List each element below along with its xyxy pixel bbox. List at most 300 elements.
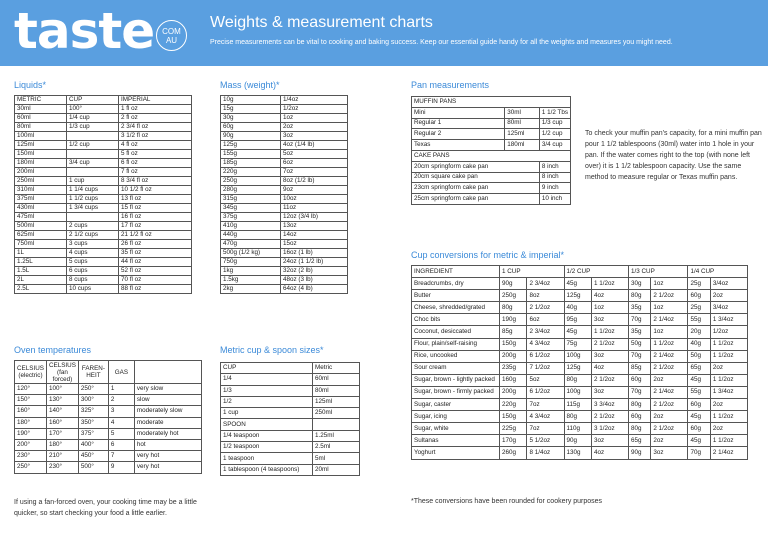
table-cell: 45g bbox=[688, 435, 710, 447]
table-row bbox=[412, 399, 748, 411]
table-row bbox=[221, 285, 348, 294]
table-cell: SPOON bbox=[221, 419, 313, 430]
table-cell: 17 fl oz bbox=[119, 222, 192, 231]
table-cell: 1 3/4 cups bbox=[67, 204, 119, 213]
table-cell: 6oz bbox=[281, 159, 348, 168]
table-cell: 8 1/4oz bbox=[527, 447, 564, 459]
table-cell: CUP bbox=[221, 363, 313, 374]
table-row bbox=[412, 374, 748, 386]
table-cell: 4oz bbox=[591, 290, 628, 302]
table-cell: 16oz (1 lb) bbox=[281, 249, 348, 258]
table-cell: 1 3/4oz bbox=[710, 386, 747, 398]
cake-pans-header: CAKE PANS bbox=[412, 150, 571, 161]
table-cell: 65g bbox=[688, 362, 710, 374]
table-cell: 80g bbox=[564, 374, 591, 386]
table-cell: 2 1/2oz bbox=[651, 290, 688, 302]
table-cell: 1.5L bbox=[15, 267, 67, 276]
table-cell: Flour, plain/self-raising bbox=[412, 338, 500, 350]
table-cell: 35g bbox=[629, 302, 651, 314]
table-cell: 8oz (1/2 lb) bbox=[281, 177, 348, 186]
table-cell: 410g bbox=[221, 222, 281, 231]
table-cell: 3oz bbox=[591, 314, 628, 326]
table-cell: 150ml bbox=[15, 150, 67, 159]
column-header: IMPERIAL bbox=[119, 96, 192, 105]
table-cell: 125g bbox=[564, 290, 591, 302]
table-cell: 2 1/4oz bbox=[651, 350, 688, 362]
table-row bbox=[221, 204, 348, 213]
muffin-note: To check your muffin pan's capacity, for a mini muffin pan pour 1 1/2 tablespoons (30ml) water into 1 hole in your pan. If the water comes right to the top (with none left over) it is 1 1/2 tablespoon capacity. Use the same method to measure regular or Texas muffin pans. bbox=[585, 130, 762, 181]
table-cell: 60g bbox=[688, 423, 710, 435]
table-cell: 25cm springform cake pan bbox=[412, 194, 540, 205]
table-cell: Sugar, brown - lightly packed bbox=[412, 374, 500, 386]
table-row bbox=[221, 442, 360, 453]
table-cell: 1/2 cup bbox=[539, 129, 570, 140]
table-cell: 4 cups bbox=[67, 249, 119, 258]
table-cell: 150g bbox=[500, 411, 527, 423]
table-cell: 90g bbox=[500, 278, 527, 290]
table-cell: 440g bbox=[221, 231, 281, 240]
table-row bbox=[221, 222, 348, 231]
pan-table bbox=[411, 96, 571, 205]
table-cell: 2 1/4oz bbox=[651, 386, 688, 398]
table-cell: 35g bbox=[629, 326, 651, 338]
table-cell: 75g bbox=[564, 338, 591, 350]
table-row bbox=[221, 213, 348, 222]
table-row bbox=[412, 423, 748, 435]
table-cell: 1/2oz bbox=[710, 326, 747, 338]
table-cell: 2 fl oz bbox=[119, 114, 192, 123]
table-cell: 100° bbox=[67, 105, 119, 114]
table-header-row bbox=[412, 266, 748, 278]
table-cell: 4oz bbox=[591, 447, 628, 459]
table-cell: 1/2 cup bbox=[67, 141, 119, 150]
muffin-header-row bbox=[412, 97, 571, 108]
table-cell: 55g bbox=[688, 386, 710, 398]
table-cell: 80g bbox=[629, 290, 651, 302]
table-row bbox=[221, 195, 348, 204]
table-cell: 2 1/2oz bbox=[651, 362, 688, 374]
table-cell: 160° bbox=[15, 406, 47, 417]
table-cell: 500ml bbox=[15, 222, 67, 231]
table-row bbox=[15, 384, 202, 395]
table-cell: Sugar, brown - firmly packed bbox=[412, 386, 500, 398]
table-cell: 220g bbox=[221, 168, 281, 177]
table-cell: 140° bbox=[46, 406, 78, 417]
column-header: 1/3 CUP bbox=[629, 266, 688, 278]
table-cell: 15g bbox=[221, 105, 281, 114]
table-cell: 180° bbox=[46, 439, 78, 450]
table-row bbox=[15, 204, 192, 213]
table-row bbox=[221, 464, 360, 475]
table-row bbox=[221, 96, 348, 105]
table-cell: 60g bbox=[688, 399, 710, 411]
table-cell: 250° bbox=[15, 462, 47, 473]
table-cell: 1 cup bbox=[221, 408, 313, 419]
table-cell: 48oz (3 lb) bbox=[281, 276, 348, 285]
table-cell: 80g bbox=[500, 302, 527, 314]
table-row bbox=[15, 395, 202, 406]
table-cell: 750g bbox=[221, 258, 281, 267]
table-cell: 9oz bbox=[281, 186, 348, 195]
table-cell: 6 1/2oz bbox=[527, 350, 564, 362]
table-row bbox=[412, 302, 748, 314]
table-cell: 1.5kg bbox=[221, 276, 281, 285]
table-row bbox=[15, 451, 202, 462]
table-cell: 2 1/2oz bbox=[651, 399, 688, 411]
table-cell: 85g bbox=[500, 326, 527, 338]
table-cell: Sour cream bbox=[412, 362, 500, 374]
table-cell: Sugar, caster bbox=[412, 399, 500, 411]
table-cell: 190° bbox=[15, 428, 47, 439]
table-cell: 310ml bbox=[15, 186, 67, 195]
table-cell: 470g bbox=[221, 240, 281, 249]
table-row bbox=[15, 150, 192, 159]
table-cell: 88 fl oz bbox=[119, 285, 192, 294]
table-row bbox=[221, 385, 360, 396]
table-cell: 6 1/2oz bbox=[527, 386, 564, 398]
table-row bbox=[221, 408, 360, 419]
column-header: CELSIUS (fan forced) bbox=[46, 361, 78, 384]
table-cell: Butter bbox=[412, 290, 500, 302]
table-cell: 2oz bbox=[281, 123, 348, 132]
table-cell: 125ml bbox=[505, 129, 540, 140]
table-cell: 3/4 cup bbox=[539, 140, 570, 151]
table-cell: 200ml bbox=[15, 168, 67, 177]
pan-title: Pan measurements bbox=[411, 80, 490, 90]
table-cell: 3 cups bbox=[67, 240, 119, 249]
table-cell: 10 inch bbox=[539, 194, 570, 205]
oven-title: Oven temperatures bbox=[14, 345, 92, 355]
table-cell: 1 1/2oz bbox=[710, 338, 747, 350]
table-cell: 450° bbox=[78, 451, 108, 462]
table-cell: 1 tablespoon (4 teaspoons) bbox=[221, 464, 313, 475]
table-cell: 30g bbox=[221, 114, 281, 123]
table-cell: 80g bbox=[629, 399, 651, 411]
cupconv-note: *These conversions have been rounded for cookery purposes bbox=[411, 498, 603, 505]
table-cell: 30ml bbox=[15, 105, 67, 114]
table-cell: 13 fl oz bbox=[119, 195, 192, 204]
table-cell: 1L bbox=[15, 249, 67, 258]
table-cell: 400° bbox=[78, 439, 108, 450]
table-cell: 45g bbox=[688, 374, 710, 386]
table-cell: 5oz bbox=[281, 150, 348, 159]
table-cell: 80ml bbox=[505, 118, 540, 129]
table-row bbox=[412, 350, 748, 362]
column-header: CELSIUS (electric) bbox=[15, 361, 47, 384]
table-cell: 150° bbox=[15, 395, 47, 406]
table-cell: 3oz bbox=[591, 350, 628, 362]
table-row bbox=[412, 172, 571, 183]
table-cell: 500g (1/2 kg) bbox=[221, 249, 281, 258]
table-cell: 1 1/2oz bbox=[591, 326, 628, 338]
table-cell: 13oz bbox=[281, 222, 348, 231]
metric-table bbox=[220, 362, 360, 476]
table-row bbox=[15, 186, 192, 195]
table-row bbox=[15, 231, 192, 240]
table-row bbox=[221, 240, 348, 249]
table-cell: 6 fl oz bbox=[119, 159, 192, 168]
table-cell: 225g bbox=[500, 423, 527, 435]
table-cell: 2 1/2oz bbox=[527, 302, 564, 314]
table-cell: Regular 1 bbox=[412, 118, 505, 129]
table-cell: 7oz bbox=[281, 168, 348, 177]
table-row bbox=[221, 159, 348, 168]
table-cell: 8 3/4 fl oz bbox=[119, 177, 192, 186]
table-cell: 40g bbox=[564, 302, 591, 314]
table-cell: 21 1/2 fl oz bbox=[119, 231, 192, 240]
table-cell: 2L bbox=[15, 276, 67, 285]
table-cell bbox=[67, 213, 119, 222]
table-cell: 1 1/2 cups bbox=[67, 195, 119, 204]
table-cell: 2oz bbox=[710, 399, 747, 411]
table-row bbox=[15, 123, 192, 132]
table-cell: 60g bbox=[688, 290, 710, 302]
table-cell: 1/3 bbox=[221, 385, 313, 396]
table-row bbox=[412, 338, 748, 350]
table-cell: 60g bbox=[629, 411, 651, 423]
table-cell: 200° bbox=[15, 439, 47, 450]
table-cell: 430ml bbox=[15, 204, 67, 213]
table-cell: 125ml bbox=[313, 396, 360, 407]
table-row bbox=[221, 249, 348, 258]
table-cell: 55g bbox=[688, 314, 710, 326]
table-cell: 120° bbox=[15, 384, 47, 395]
table-cell: 345g bbox=[221, 204, 281, 213]
table-cell: 170g bbox=[500, 435, 527, 447]
table-cell: 5 cups bbox=[67, 258, 119, 267]
table-row bbox=[221, 258, 348, 267]
mass-title: Mass (weight)* bbox=[220, 80, 280, 90]
table-row bbox=[221, 168, 348, 177]
table-cell: 375ml bbox=[15, 195, 67, 204]
table-cell: Choc bits bbox=[412, 314, 500, 326]
table-cell: 25g bbox=[688, 278, 710, 290]
table-cell: 1 1/2oz bbox=[710, 411, 747, 423]
table-cell: Regular 2 bbox=[412, 129, 505, 140]
table-row bbox=[412, 118, 571, 129]
table-cell: 3oz bbox=[281, 132, 348, 141]
table-cell: 250° bbox=[78, 384, 108, 395]
table-cell: 4 3/4oz bbox=[527, 338, 564, 350]
table-cell: Cheese, shredded/grated bbox=[412, 302, 500, 314]
table-cell: 12oz (3/4 lb) bbox=[281, 213, 348, 222]
cupconv-title: Cup conversions for metric & imperial* bbox=[411, 250, 565, 260]
table-cell: 1 1/2oz bbox=[710, 435, 747, 447]
table-row bbox=[221, 114, 348, 123]
table-cell: 4oz (1/4 lb) bbox=[281, 141, 348, 150]
column-header: INGREDIENT bbox=[412, 266, 500, 278]
table-cell: Metric bbox=[313, 363, 360, 374]
column-header: GAS bbox=[108, 361, 134, 384]
table-cell: 5 1/2oz bbox=[527, 435, 564, 447]
badge-line1: COM bbox=[162, 27, 181, 36]
table-cell: 180ml bbox=[505, 140, 540, 151]
table-cell: 15 fl oz bbox=[119, 204, 192, 213]
table-cell: Texas bbox=[412, 140, 505, 151]
cupconv-table bbox=[411, 265, 748, 460]
table-row bbox=[221, 141, 348, 150]
table-cell bbox=[67, 168, 119, 177]
table-cell: 190g bbox=[500, 314, 527, 326]
table-cell: 11oz bbox=[281, 204, 348, 213]
table-cell: 95g bbox=[564, 314, 591, 326]
table-row bbox=[15, 159, 192, 168]
table-cell: 160° bbox=[46, 417, 78, 428]
table-cell: 100g bbox=[564, 386, 591, 398]
table-cell: 26 fl oz bbox=[119, 240, 192, 249]
table-row bbox=[221, 453, 360, 464]
table-cell: 1/2 bbox=[221, 396, 313, 407]
table-cell: 2.5ml bbox=[313, 442, 360, 453]
table-cell: 100g bbox=[564, 350, 591, 362]
table-cell: 2 1/4oz bbox=[710, 447, 747, 459]
table-cell: 160g bbox=[500, 374, 527, 386]
table-cell: 2 bbox=[108, 395, 134, 406]
table-cell: 1kg bbox=[221, 267, 281, 276]
table-cell: 1 1/2oz bbox=[591, 278, 628, 290]
table-cell: 2oz bbox=[710, 362, 747, 374]
table-cell: 125g bbox=[564, 362, 591, 374]
table-cell: 1oz bbox=[281, 114, 348, 123]
table-cell: 1.25ml bbox=[313, 430, 360, 441]
taste-logo[interactable]: taste bbox=[14, 2, 155, 60]
logo-badge bbox=[156, 20, 187, 51]
table-cell: 20cm springform cake pan bbox=[412, 161, 540, 172]
table-cell: 375° bbox=[78, 428, 108, 439]
table-cell: 3 1/2oz bbox=[591, 423, 628, 435]
table-cell: 130° bbox=[46, 395, 78, 406]
table-cell: 6 bbox=[108, 439, 134, 450]
table-cell: Rice, uncooked bbox=[412, 350, 500, 362]
table-row bbox=[221, 396, 360, 407]
table-row bbox=[15, 428, 202, 439]
table-cell: 1/3 cup bbox=[539, 118, 570, 129]
table-row bbox=[221, 374, 360, 385]
table-cell: 2kg bbox=[221, 285, 281, 294]
table-cell: 2oz bbox=[710, 290, 747, 302]
table-row bbox=[221, 430, 360, 441]
table-cell: very hot bbox=[134, 462, 201, 473]
table-cell: 1 1/2oz bbox=[651, 338, 688, 350]
table-cell: 60g bbox=[221, 123, 281, 132]
table-cell bbox=[313, 419, 360, 430]
table-cell: moderate bbox=[134, 417, 201, 428]
table-cell: 1/2oz bbox=[281, 105, 348, 114]
table-cell: 40g bbox=[688, 338, 710, 350]
table-cell: 1 3/4oz bbox=[710, 314, 747, 326]
table-cell: moderately slow bbox=[134, 406, 201, 417]
table-cell: 60ml bbox=[15, 114, 67, 123]
table-cell: 8 inch bbox=[539, 161, 570, 172]
table-cell: 90g bbox=[629, 447, 651, 459]
liquids-title: Liquids* bbox=[14, 80, 47, 90]
table-cell: 90g bbox=[564, 435, 591, 447]
table-cell: 375g bbox=[221, 213, 281, 222]
table-cell: 3 bbox=[108, 406, 134, 417]
table-cell: 220g bbox=[500, 399, 527, 411]
table-cell: 14oz bbox=[281, 231, 348, 240]
table-cell: Coconut, desiccated bbox=[412, 326, 500, 338]
table-cell: 180ml bbox=[15, 159, 67, 168]
table-cell: 25g bbox=[688, 302, 710, 314]
table-cell: 115g bbox=[564, 399, 591, 411]
table-cell: 2 1/2 cups bbox=[67, 231, 119, 240]
table-cell: 260g bbox=[500, 447, 527, 459]
table-cell: 300° bbox=[78, 395, 108, 406]
table-cell: 230° bbox=[15, 451, 47, 462]
table-cell: 3 1/2 fl oz bbox=[119, 132, 192, 141]
table-cell: 1/4 teaspoon bbox=[221, 430, 313, 441]
table-cell: 20ml bbox=[313, 464, 360, 475]
table-cell: 45g bbox=[564, 278, 591, 290]
table-row bbox=[412, 447, 748, 459]
table-cell: 20g bbox=[688, 326, 710, 338]
header-banner bbox=[0, 0, 768, 66]
table-cell: 125g bbox=[221, 141, 281, 150]
table-cell: moderately hot bbox=[134, 428, 201, 439]
table-cell: 200g bbox=[500, 350, 527, 362]
column-header: 1 CUP bbox=[500, 266, 565, 278]
table-cell: 3 3/4oz bbox=[591, 399, 628, 411]
column-header: 1/4 CUP bbox=[688, 266, 748, 278]
table-row bbox=[412, 362, 748, 374]
table-cell: 1oz bbox=[651, 302, 688, 314]
cake-header-row bbox=[412, 150, 571, 161]
table-cell: 1 1/2oz bbox=[710, 374, 747, 386]
table-row bbox=[15, 285, 192, 294]
table-cell: 2 1/2oz bbox=[591, 338, 628, 350]
table-cell: 2 1/2oz bbox=[651, 423, 688, 435]
table-row bbox=[412, 140, 571, 151]
table-cell: 2oz bbox=[710, 423, 747, 435]
column-header: CUP bbox=[67, 96, 119, 105]
table-cell: 1/3 cup bbox=[67, 123, 119, 132]
table-cell: 70 fl oz bbox=[119, 276, 192, 285]
table-cell: 1/4 cup bbox=[67, 114, 119, 123]
table-cell: 2.5L bbox=[15, 285, 67, 294]
table-cell: 8 cups bbox=[67, 276, 119, 285]
table-cell: 4 bbox=[108, 417, 134, 428]
table-row bbox=[221, 419, 360, 430]
table-row bbox=[15, 439, 202, 450]
table-cell: 2 1/2oz bbox=[591, 411, 628, 423]
table-row bbox=[412, 183, 571, 194]
table-cell: 5 bbox=[108, 428, 134, 439]
table-row bbox=[412, 326, 748, 338]
table-cell: 8 inch bbox=[539, 172, 570, 183]
table-row bbox=[412, 411, 748, 423]
table-cell: 1 bbox=[108, 384, 134, 395]
table-cell: 125ml bbox=[15, 141, 67, 150]
table-cell: 210° bbox=[46, 451, 78, 462]
table-cell: 70g bbox=[629, 350, 651, 362]
table-cell: 8oz bbox=[527, 290, 564, 302]
table-cell: 50g bbox=[629, 338, 651, 350]
table-cell: Yoghurt bbox=[412, 447, 500, 459]
table-cell: 44 fl oz bbox=[119, 258, 192, 267]
table-cell: very hot bbox=[134, 451, 201, 462]
table-cell: 150g bbox=[500, 338, 527, 350]
column-header: 1/2 CUP bbox=[564, 266, 629, 278]
table-row bbox=[15, 276, 192, 285]
table-cell: 45g bbox=[564, 326, 591, 338]
table-cell: 5 fl oz bbox=[119, 150, 192, 159]
table-cell: 9 bbox=[108, 462, 134, 473]
table-row bbox=[15, 462, 202, 473]
table-cell: 475ml bbox=[15, 213, 67, 222]
table-cell: 80ml bbox=[313, 385, 360, 396]
table-row bbox=[15, 141, 192, 150]
